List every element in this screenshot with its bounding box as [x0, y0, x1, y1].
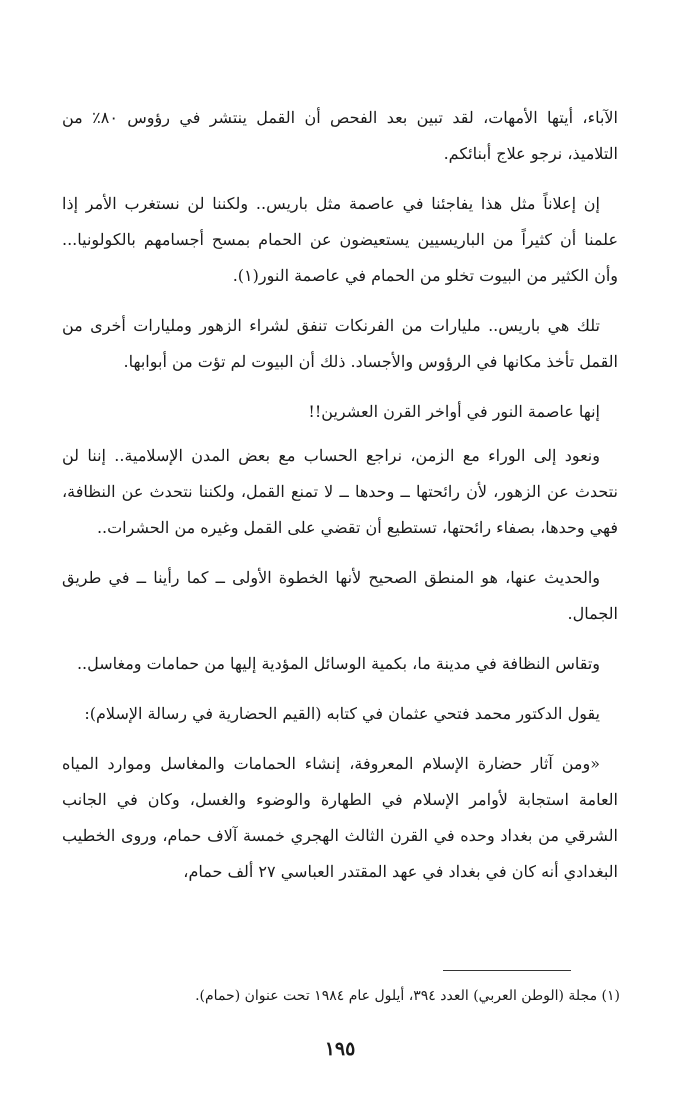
footnote: (١) مجلة (الوطن العربي) العدد ٣٩٤، أيلول عام ١٩٨٤ تحت عنوان (حمام). [195, 988, 620, 1004]
paragraph-5: ونعود إلى الوراء مع الزمن، نراجع الحساب مع بعض المدن الإسلامية.. إننا لن نتحدث عن الزهور، لأن رائحتها ــ وحدها ــ لا تمنع القمل، ولكننا نتحدث عن النظافة، فهي وحدها، بصفاء رائحتها، تستطيع أن تقضي على القمل وغيره من الحشرات.. [62, 446, 618, 537]
page-number: ١٩٥ [324, 1038, 356, 1060]
body-text [62, 100, 618, 904]
paragraph-7: وتقاس النظافة في مدينة ما، بكمية الوسائل المؤدية إليها من حمامات ومغاسل.. [76, 654, 600, 673]
quotation-paragraph: «ومن آثار حضارة الإسلام المعروفة، إنشاء الحمامات والمغاسل وموارد المياه العامة استجابة لأوامر الإسلام في الطهارة والوضوء والغسل، وكان في الجانب الشرقي من بغداد وحده في القرن الثالث الهجري خمسة آلاف حمام، وروى الخطيب البغدادي أنه كان في بغداد في عهد المقتدر العباسي ٢٧ ألف حمام، [62, 754, 618, 881]
paragraph-2: إن إعلاناً مثل هذا يفاجئنا في عاصمة مثل باريس.. ولكننا لن نستغرب الأمر إذا علمنا أن كثيراً من الباريسيين يستعيضون عن الحمام بمسح أجسامهم بالكولونيا... وأن الكثير من البيوت تخلو من الحمام في عاصمة النور(١). [62, 194, 618, 285]
paragraph-1: الآباء، أيتها الأمهات، لقد تبين بعد الفحص أن القمل ينتشر في رؤوس ٨٠٪ من التلاميذ، نرجو علاج أبنائكم. [62, 108, 618, 163]
footnote-divider [443, 970, 571, 971]
paragraph-6: والحديث عنها، هو المنطق الصحيح لأنها الخطوة الأولى ــ كما رأينا ــ في طريق الجمال. [62, 568, 618, 623]
paragraph-4: إنها عاصمة النور في أواخر القرن العشرين!! [308, 402, 600, 421]
paragraph-8: يقول الدكتور محمد فتحي عثمان في كتابه (القيم الحضارية في رسالة الإسلام): [84, 704, 600, 723]
paragraph-3: تلك هي باريس.. مليارات من الفرنكات تنفق لشراء الزهور ومليارات أخرى من القمل تأخذ مكانها في الرؤوس والأجساد. ذلك أن البيوت لم تؤت من أبوابها. [62, 316, 618, 371]
